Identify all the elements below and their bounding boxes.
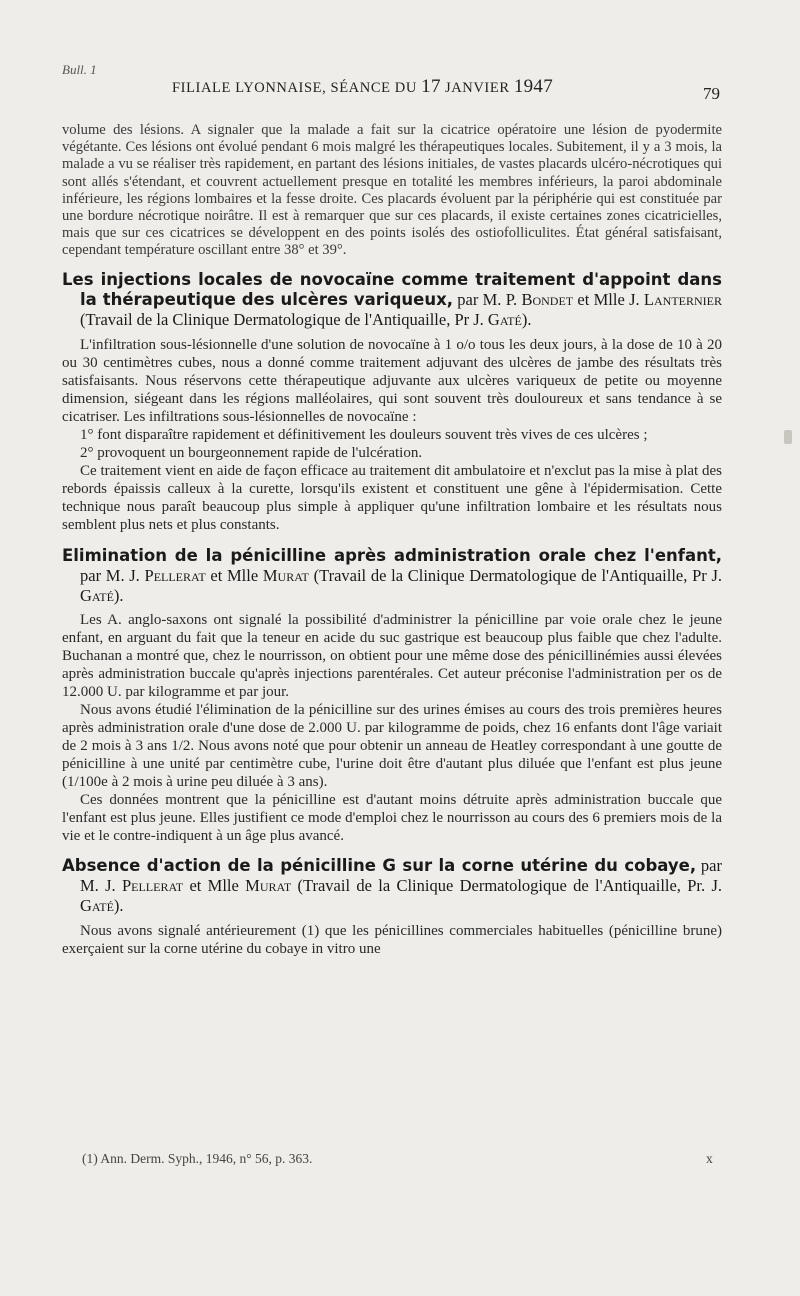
byline-and: et Mlle <box>183 875 246 895</box>
paragraph: Ces données montrent que la pénicilline est d'autant moins détruite après administration buccale que l'enfant est plus jeune. Elles justifient ce mode d'emploi chez le nourrisson au cours des 6 premiers mois de la vie et le contre-indiquent à un âge plus avancé. <box>62 791 722 844</box>
affiliation: (Travail de la Clinique Dermatologique de l'Antiquaille, Pr J. <box>80 309 488 329</box>
byline-close: ). <box>113 585 124 605</box>
section-body <box>62 336 722 534</box>
byline-and: et Mlle J. <box>573 289 644 309</box>
paragraph: 2° provoquent un bourgeonnement rapide de l'ulcération. <box>80 444 423 461</box>
paragraph: L'infiltration sous-lésionnelle d'une solution de novocaïne à 1 o/o tous les deux jours, à la dose de 10 à 20 ou 30 centimètres cubes, nous a donné comme traitement adjuvant des ulcères de jambe des résultats très satisfaisants. Nous réservons cette thérapeutique adjuvante aux ulcères variqueux de petite ou moyenne dimension, siégeant dans les régions malléolaires, qui sont souvent très douloureux et sans tendance à se cicatriser. Les infiltrations sous-lésionnelles de novocaïne : <box>62 336 722 425</box>
margin-smudge <box>784 430 792 444</box>
section-novocaine <box>62 270 722 534</box>
signature-mark: x <box>706 1151 713 1166</box>
byline <box>80 566 722 605</box>
paragraph: Nous avons étudié l'élimination de la pénicilline sur des urines émises au cours des trois premières heures après administration orale d'une dose de 2.000 U. par kilogramme de poids, chez 16 enfants dont l'âge variait de 2 mois à 3 ans 1/2. Nous avons noté que pour obtenir un anneau de Heatley correspondant à une goutte de pénicilline à une unité par centimètre cube, l'urine doit être d'autant plus diluée que l'enfant est plus jeune (1/100e à 2 mois à urine peu diluée à 3 ans). <box>62 701 722 790</box>
section-heading <box>62 546 722 606</box>
byline-close: ). <box>521 309 532 329</box>
paragraph: Les A. anglo-saxons ont signalé la possibilité d'administrer la pénicilline par voie orale chez le jeune enfant, en arguant du fait que la teneur en acide du suc gastrique est beaucoup plus faible que chez l'adulte. Buchanan a montré que, chez le nourrisson, on obtient pour une même dose des pénicillinémies aussi élevées après administration buccale qu'après injections parentérales. Cet auteur préconise l'administration per os de 12.000 U. par kilogramme et par jour. <box>62 611 722 700</box>
section-body <box>62 922 722 958</box>
section-heading <box>62 856 722 916</box>
section-penicillin-oral <box>62 546 722 845</box>
author-name: Bondet <box>521 289 574 309</box>
running-head-day: 17 <box>421 76 441 97</box>
section-body <box>62 611 722 845</box>
page-number: 79 <box>703 84 720 103</box>
section-title: Les injections locales de novocaïne comme traitement d'appoint dans la thérapeutique des ulcères variqueux, <box>62 269 722 309</box>
section-title: Elimination de la pénicilline après administration orale chez l'enfant, <box>62 545 722 565</box>
running-head <box>172 76 553 98</box>
running-head-part-1: FILIALE LYONNAISE, SÉANCE DU <box>172 80 422 96</box>
byline-by: par M. J. <box>80 855 722 895</box>
opening-paragraph: volume des lésions. A signaler que la malade a fait sur la cicatrice opératoire une lésion de pyodermite végétante. Ces lésions ont évolué pendant 6 mois malgré les thérapeutiques locales. Subitement, il y a 3 mois, la malade a vu se réaliser très rapidement, en partant des lésions initiales, de vastes placards ulcéro-nécrotiques qui sont allés s'étendant, et couvrent actuellement presque en totalité les membres inférieurs, la paroi abdominale inférieure, les régions lombaires et la fesse droite. Ces placards évoluent par la périphérie qui est constituée par une bordure nécrotique noirâtre. Il est à remarquer que sur ces placards, il existe certaines zones cicatricielles, mais que sur ces cicatrices se développent en des points isolés des ostiofolliculites. État général satisfaisant, cependant température oscillant entre 38° et 39°. <box>62 122 722 259</box>
author-name: Lanternier <box>643 289 722 309</box>
footnote: (1) Ann. Derm. Syph., 1946, n° 56, p. 363. <box>82 1151 313 1166</box>
section-penicillin-g <box>62 856 722 958</box>
section-title: Absence d'action de la pénicilline G sur la corne utérine du cobaye, <box>62 855 697 875</box>
paragraph: 1° font disparaître rapidement et définitivement les douleurs souvent très vives de ces ulcères ; <box>80 426 648 443</box>
page-body <box>62 122 722 958</box>
volume-label: Bull. 1 <box>62 62 97 77</box>
byline-close: ). <box>113 895 124 915</box>
paragraph: Ce traitement vient en aide de façon efficace au traitement dit ambulatoire et n'exclut pas la mise à plat des rebords épaissis calleux à la curette, lorsqu'ils existent et constituent une gêne à l'épidermisation. Cette technique nous paraît beaucoup plus simple à appliquer qu'une infiltration lombaire et les résultats nous semblent plus nets et plus constants. <box>62 462 722 533</box>
running-head-part-2: JANVIER <box>440 80 514 96</box>
affiliation: (Travail de la Clinique Dermatologique de l'Antiquaille, Pr J. <box>308 565 722 585</box>
running-head-year: 1947 <box>513 76 554 97</box>
paragraph: Nous avons signalé antérieurement (1) que les pénicillines commerciales habituelles (pénicilline brune) exerçaient sur la corne utérine du cobaye in vitro une <box>62 922 722 957</box>
byline-by: par M. P. <box>452 289 522 309</box>
byline-and: et Mlle <box>205 565 263 585</box>
author-name: Pellerat <box>121 875 184 895</box>
section-heading <box>62 270 722 330</box>
clinic-chief: Gaté <box>80 895 114 915</box>
byline-by: par M. J. <box>80 565 145 585</box>
affiliation: (Travail de la Clinique Dermatologique de l'Antiquaille, Pr. J. <box>291 875 722 895</box>
author-name: Pellerat <box>144 565 206 585</box>
author-name: Murat <box>262 565 309 585</box>
author-name: Murat <box>245 875 292 895</box>
clinic-chief: Gaté <box>487 309 522 329</box>
clinic-chief: Gaté <box>80 585 114 605</box>
